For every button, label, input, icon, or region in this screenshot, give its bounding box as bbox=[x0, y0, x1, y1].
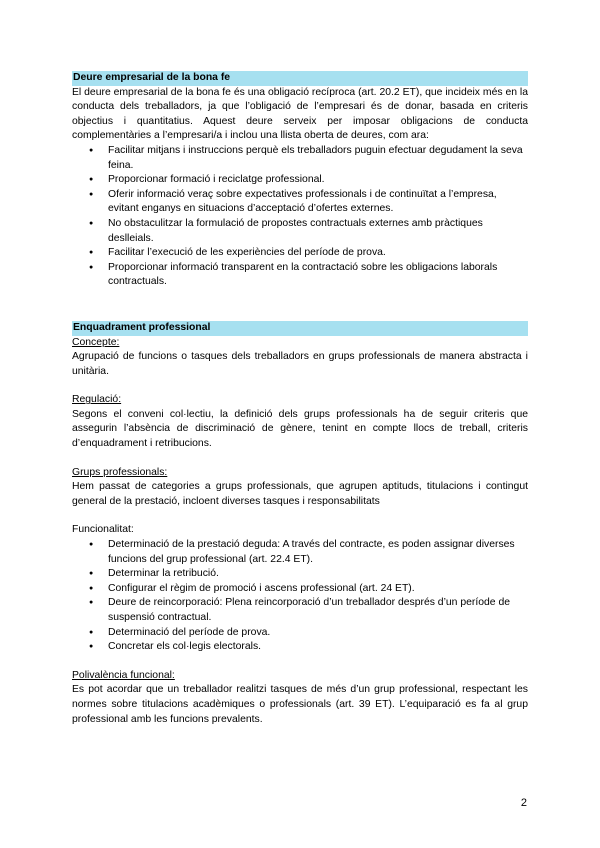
bona-fe-list bbox=[72, 144, 528, 290]
page-number: 2 bbox=[520, 797, 527, 809]
list-item: ● Concretar els col·legis electorals. bbox=[108, 640, 528, 655]
list-item: ● Facilitar l’execució de les experiències del període de prova. bbox=[108, 246, 528, 261]
list-item: ● No obstaculitzar la formulació de propostes contractuals externes amb pràctiques deslleials. bbox=[108, 217, 528, 246]
polivalencia-text: Es pot acordar que un treballador realitzi tasques de més d’un grup professional, respectant les normes sobre titulacions acadèmiques o professionals (art. 39 ET). L’equiparació es fa al grup professional amb les funcions prevalents. bbox=[72, 684, 528, 725]
grups-text: Hem passat de categories a grups professionals, que agrupen aptituds, titulacions i contingut general de la prestació, incloent diverses tasques i responsabilitats bbox=[72, 481, 528, 507]
list-item: ● Deure de reincorporació: Plena reincorporació d’un treballador després d’un període de suspensió contractual. bbox=[108, 596, 528, 625]
document-page bbox=[72, 71, 528, 727]
section-heading-bona-fe: Deure empresarial de la bona fe bbox=[72, 71, 528, 86]
list-item: ● Facilitar mitjans i instruccions perquè els treballadors puguin efectuar degudament la seva feina. bbox=[108, 144, 528, 173]
list-item: ● Oferir informació veraç sobre expectatives professionals i de continuïtat a l’empresa, evitant enganys en situacions d’acceptació d’ofertes externes. bbox=[108, 188, 528, 217]
list-item: ● Determinació del període de prova. bbox=[108, 626, 528, 641]
bona-fe-intro: El deure empresarial de la bona fe és una obligació recíproca (art. 20.2 ET), que incideix més en la conducta dels treballadors, ja que l’obligació de l’empresari és de donar, basada en criteris objectius i quantitatius. Aquest deure serveix per imposar obligacions de conducta complementàries a l’empresari/a i inclou una llista oberta de deures, com ara: bbox=[72, 86, 528, 142]
regulacio-text: Segons el conveni col·lectiu, la definició dels grups professionals ha de seguir criteris que assegurin l’absència de discriminació de gènere, tenint en compte llocs de treball, criteris d’enquadrament i retribucions. bbox=[72, 408, 528, 450]
list-item: ● Configurar el règim de promoció i ascens professional (art. 24 ET). bbox=[108, 582, 528, 597]
concepte-label: Concepte: bbox=[72, 336, 120, 348]
list-item: ● Proporcionar informació transparent en la contractació sobre les obligacions laborals contractuals. bbox=[108, 261, 528, 290]
concepte-text: Agrupació de funcions o tasques dels treballadors en grups professionals de manera abstracta i unitària. bbox=[72, 351, 528, 377]
funcionalitat-label: Funcionalitat: bbox=[72, 524, 134, 536]
polivalencia-label: Polivalència funcional: bbox=[72, 669, 175, 681]
regulacio-label: Regulació: bbox=[72, 394, 122, 406]
list-item: ● Determinar la retribució. bbox=[108, 567, 528, 582]
list-item: ● Proporcionar formació i reciclatge professional. bbox=[108, 173, 528, 188]
list-item: ● Determinació de la prestació deguda: A través del contracte, es poden assignar diverses funcions del grup professional (art. 22.4 ET). bbox=[108, 538, 528, 567]
section-heading-enquadrament: Enquadrament professional bbox=[72, 321, 528, 336]
grups-label: Grups professionals: bbox=[72, 466, 168, 478]
funcionalitat-list bbox=[72, 538, 528, 655]
